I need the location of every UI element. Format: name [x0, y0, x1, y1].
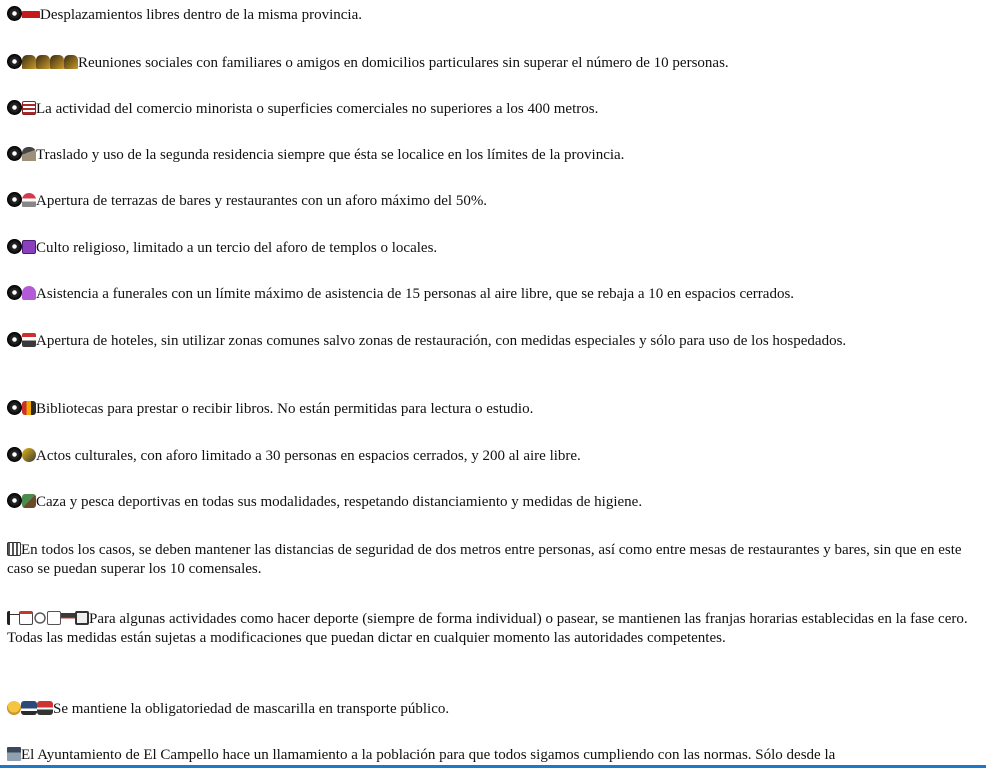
townhall-icon [7, 747, 21, 761]
church-icon [22, 240, 36, 254]
bullet-icon [7, 54, 22, 69]
item-text: Traslado y uso de la segunda residencia siempre que ésta se localice en los límites de la provincia. [36, 147, 625, 163]
list-item [7, 192, 979, 211]
terrace-icon [22, 193, 36, 207]
list-item [7, 100, 979, 119]
item-text: La actividad del comercio minorista o superficies comerciales no superiores a los 400 metros. [36, 101, 599, 117]
item-text: Para algunas actividades como hacer deporte (siempre de forma individual) o pasear, se mantienen las franjas horarias establecidas en la fase cero. Todas las medidas están sujetas a modificaciones que puedan dictar en cualquier momento las autoridades competentes. [7, 611, 968, 646]
bullet-icon [7, 332, 22, 347]
people-icon [64, 55, 78, 69]
item-text: Se mantiene la obligatoriedad de mascarilla en transporte público. [53, 701, 450, 717]
mask-face-icon [7, 701, 21, 715]
shop-icon [22, 101, 36, 115]
list-item [7, 700, 979, 719]
list-item [7, 746, 979, 765]
list-item [7, 332, 979, 351]
funeral-icon [22, 286, 36, 300]
list-item [7, 400, 979, 419]
car-icon [22, 7, 40, 21]
list-item [7, 493, 979, 512]
item-text: Actos culturales, con aforo limitado a 30 personas en espacios cerrados, y 200 al aire libre. [36, 448, 581, 464]
item-text: Desplazamientos libres dentro de la misma provincia. [40, 7, 362, 23]
bus-icon [21, 701, 37, 715]
bullet-icon [7, 192, 22, 207]
hand-icon [33, 611, 47, 625]
hotel-icon [22, 333, 36, 347]
frame-icon [75, 611, 89, 625]
bullet-icon [7, 493, 22, 508]
item-text: El Ayuntamiento de El Campello hace un llamamiento a la población para que todos sigamos cumpliendo con las normas. Sólo desde la [21, 747, 836, 763]
bullet-icon [7, 447, 22, 462]
tree-icon [61, 611, 75, 625]
bullet-icon [7, 400, 22, 415]
books-icon [22, 401, 36, 415]
distance-icon [7, 542, 21, 556]
masks-icon [22, 448, 36, 462]
people-icon [36, 55, 50, 69]
list-item [7, 6, 979, 25]
house-icon [22, 147, 36, 161]
item-text: Asistencia a funerales con un límite máximo de asistencia de 15 personas al aire libre, que se rebaja a 10 en espacios cerrados. [36, 286, 795, 302]
list-item [7, 610, 979, 648]
list-item [7, 285, 979, 304]
people-icon [50, 55, 64, 69]
run-icon [7, 611, 19, 625]
clock-icon [47, 611, 61, 625]
calendar-icon [19, 611, 33, 625]
bullet-icon [7, 146, 22, 161]
fishing-icon [22, 494, 36, 508]
bullet-icon [7, 100, 22, 115]
tram-icon [37, 701, 53, 715]
item-text: Caza y pesca deportivas en todas sus modalidades, respetando distanciamiento y medidas de higiene. [36, 494, 643, 510]
bullet-icon [7, 6, 22, 21]
item-text: Reuniones sociales con familiares o amigos en domicilios particulares sin superar el número de 10 personas. [78, 55, 729, 71]
bullet-icon [7, 239, 22, 254]
item-text: Bibliotecas para prestar o recibir libros. No están permitidas para lectura o estudio. [36, 401, 534, 417]
list-item [7, 146, 979, 165]
item-text: Culto religioso, limitado a un tercio del aforo de templos o locales. [36, 240, 438, 256]
list-item [7, 239, 979, 258]
item-text: Apertura de hoteles, sin utilizar zonas comunes salvo zonas de restauración, con medidas especiales y sólo para uso de los hospedados. [36, 333, 847, 349]
list-item [7, 541, 979, 579]
list-item [7, 447, 979, 466]
people-icon [22, 55, 36, 69]
item-text: En todos los casos, se deben mantener las distancias de seguridad de dos metros entre personas, así como entre mesas de restaurantes y bares, sin que en este caso se puedan superar los 10 comensales. [7, 542, 962, 577]
item-text: Apertura de terrazas de bares y restaurantes con un aforo máximo del 50%. [36, 193, 488, 209]
bullet-icon [7, 285, 22, 300]
list-item [7, 54, 979, 73]
